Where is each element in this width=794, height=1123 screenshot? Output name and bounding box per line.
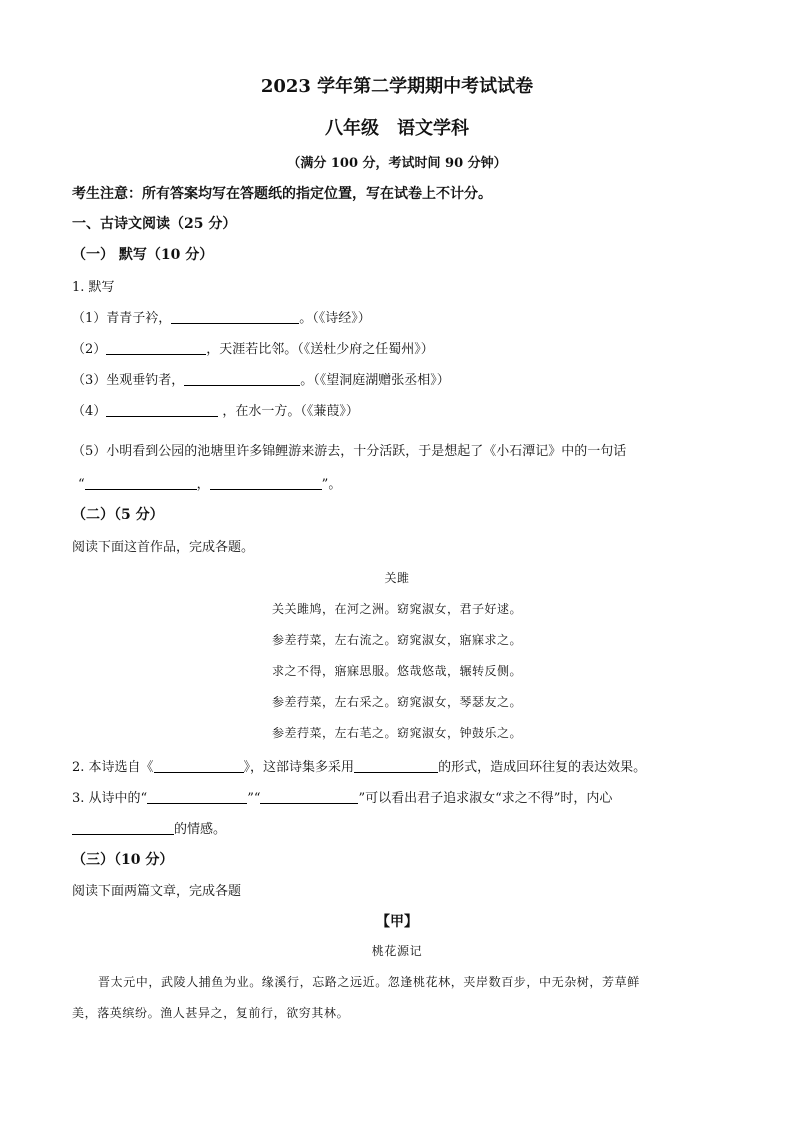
q2-text: 的形式，造成回环往复的表达效果。 <box>438 760 647 775</box>
q3-text: ”“ <box>247 791 261 806</box>
exam-title: 2023 学年第二学期期中考试试卷 <box>260 76 534 97</box>
exam-subtitle: 八年级 语文学科 <box>325 118 469 139</box>
q2 <box>72 756 646 775</box>
q1-item-1-pre: （1）青青子衿， <box>72 311 172 326</box>
q1-item-5-line1: （5）小明看到公园的池塘里许多锦鲤游来游去，十分活跃，于是想起了《小石潭记》中的一句话 <box>72 444 627 459</box>
answer-blank[interactable] <box>72 820 174 835</box>
q3-line1 <box>72 787 612 806</box>
essay-line: 美，落英缤纷。渔人甚异之，复前行，欲穷其林。 <box>72 1006 350 1020</box>
q3-text: 3. 从诗中的“ <box>72 791 148 806</box>
answer-blank[interactable] <box>210 475 322 490</box>
answer-blank[interactable] <box>354 758 438 773</box>
part1-heading: （一） 默写（10 分） <box>72 247 214 263</box>
q3-line2 <box>72 818 226 837</box>
q1-label: 1. 默写 <box>72 280 115 295</box>
quote-open: “ <box>78 477 85 492</box>
notice: 考生注意：所有答案均写在答题纸的指定位置，写在试卷上不计分。 <box>72 186 492 202</box>
answer-blank[interactable] <box>154 758 244 773</box>
part3-heading: （三）（10 分） <box>72 852 174 868</box>
q1-item-4-pre: （4） <box>72 404 107 419</box>
answer-blank[interactable] <box>260 789 358 804</box>
answer-blank[interactable] <box>147 789 247 804</box>
poem-title: 关雎 <box>384 571 410 585</box>
q2-text: 》，这部诗集多采用 <box>243 760 355 775</box>
q1-item-2-pre: （2） <box>72 342 107 357</box>
essay-line: 晋太元中，武陵人捕鱼为业。缘溪行，忘路之远近。忽逢桃花林，夹岸数百步，中无杂树，芳草鲜 <box>98 975 640 989</box>
part2-heading: （二）（5 分） <box>72 507 164 523</box>
q1-item-3-pre: （3）坐观垂钓者， <box>72 373 185 388</box>
comma: ， <box>196 477 210 492</box>
answer-blank[interactable] <box>85 475 197 490</box>
q1-item-2-post: ，天涯若比邻。（《送杜少府之任蜀州》） <box>206 342 434 357</box>
poem-line: 参差荇菜，左右流之。窈窕淑女，寤寐求之。 <box>271 633 522 647</box>
quote-close: ”。 <box>321 477 342 492</box>
q1-item-3-post: 。（《望洞庭湖赠张丞相》） <box>300 373 450 388</box>
poem-line: 关关雎鸠，在河之洲。窈窕淑女，君子好逑。 <box>271 602 522 616</box>
answer-blank[interactable] <box>184 371 300 386</box>
q2-text: 2. 本诗选自《 <box>72 760 154 775</box>
essay-title: 桃花源记 <box>371 944 423 958</box>
answer-blank[interactable] <box>106 340 206 355</box>
poem-line: 参差荇菜，左右芼之。窈窕淑女，钟鼓乐之。 <box>271 726 522 740</box>
exam-info: （满分 100 分，考试时间 90 分钟） <box>287 156 507 171</box>
answer-blank[interactable] <box>106 402 218 417</box>
q1-item-1-post: 。（《诗经》） <box>299 311 371 326</box>
part3-instruction: 阅读下面两篇文章，完成各题 <box>72 884 242 899</box>
poem-line: 参差荇菜，左右采之。窈窕淑女，琴瑟友之。 <box>271 695 522 709</box>
poem-line: 求之不得，寤寐思服。悠哉悠哉，辗转反侧。 <box>271 664 522 678</box>
q3-text: 的情感。 <box>174 822 227 837</box>
jia-label: 【甲】 <box>376 914 418 930</box>
q3-text: ”可以看出君子追求淑女“求之不得”时，内心 <box>358 791 613 806</box>
q1-item-2 <box>72 338 434 357</box>
q1-item-3 <box>72 369 450 388</box>
answer-blank[interactable] <box>171 309 299 324</box>
q1-item-5-line2 <box>78 473 341 492</box>
q1-item-1 <box>72 307 371 326</box>
q1-item-4 <box>72 400 359 419</box>
section1-heading: 一、古诗文阅读（25 分） <box>72 216 237 232</box>
q1-item-4-post: ，在水一方。（《蒹葭》） <box>218 404 359 419</box>
part2-instruction: 阅读下面这首作品，完成各题。 <box>72 540 255 555</box>
